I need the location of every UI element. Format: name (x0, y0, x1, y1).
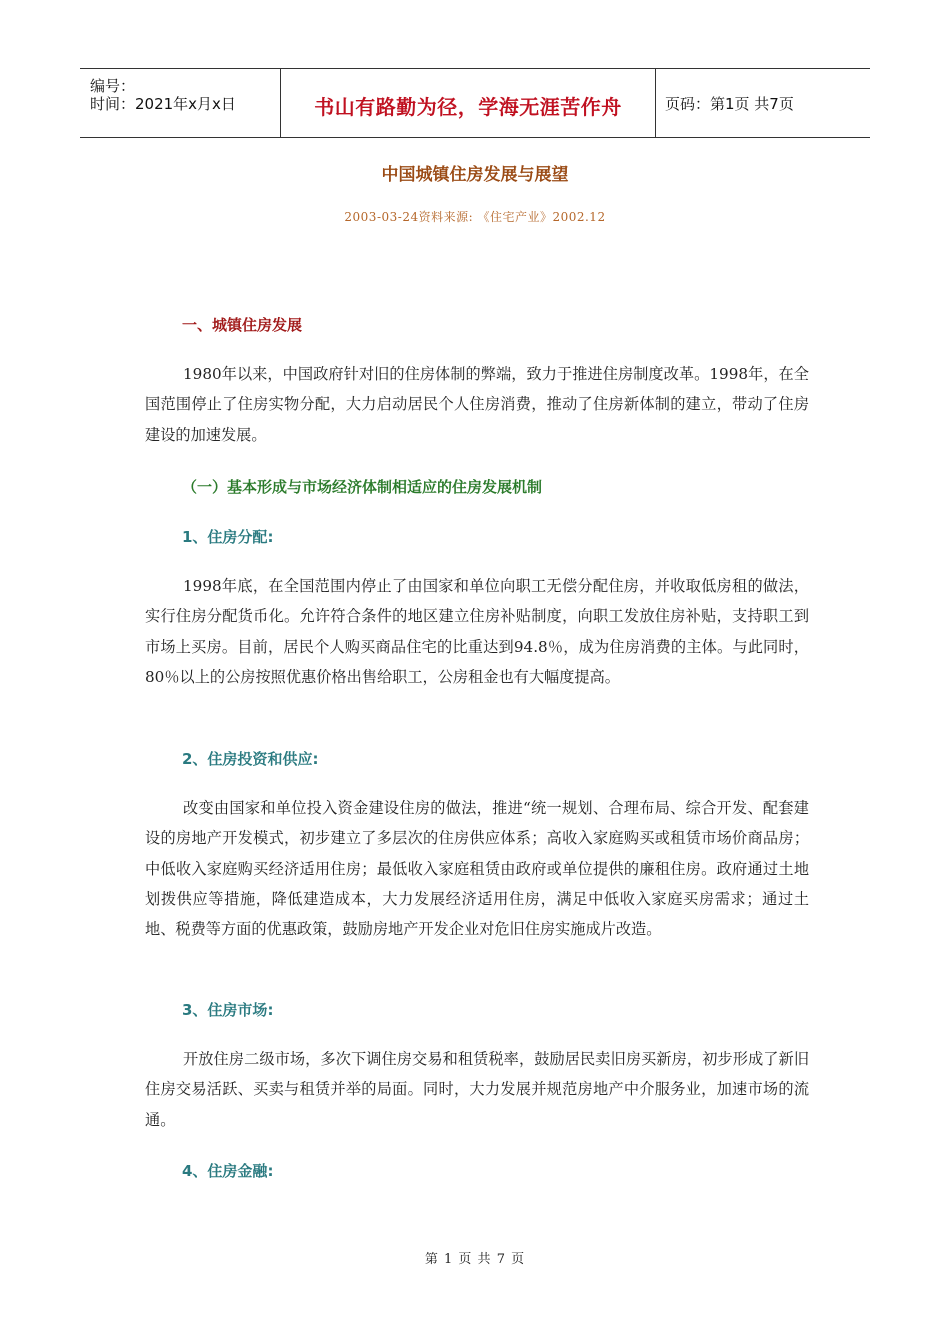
item-heading-4: 4、住房金融: (182, 1162, 274, 1180)
item-heading-3: 3、住房市场: (182, 1001, 274, 1019)
motto-text: 书山有路勤为径，学海无涯苦作舟 (314, 95, 622, 119)
page-footer: 第 1 页 共 7 页 (424, 1252, 526, 1267)
intro-paragraph: 1980年以来，中国政府针对旧的住房体制的弊端，致力于推进住房制度改革。1998年，在全国范围停止了住房实物分配，大力启动居民个人住房消费，推动了住房新体制的建立，带动了住房建设的加速发展。 (145, 365, 809, 444)
item-heading-2: 2、住房投资和供应: (182, 750, 319, 768)
document-number-label: 编号： (90, 77, 136, 95)
section-heading-1: 一、城镇住房发展 (182, 316, 303, 334)
header-page-cell (655, 69, 870, 137)
document-header (80, 68, 870, 138)
item-paragraph-3: 开放住房二级市场，多次下调住房交易和租赁税率，鼓励居民卖旧房买新房，初步形成了新旧住房交易活跃、买卖与租赁并举的局面。同时，大力发展并规范房地产中介服务业，加速市场的流通。 (145, 1050, 809, 1129)
subsection-heading-1: （一）基本形成与市场经济体制相适应的住房发展机制 (182, 478, 543, 496)
article-title: 中国城镇住房发展与展望 (381, 165, 569, 185)
article-source: 2003-03-24资料来源: 《住宅产业》2002.12 (344, 210, 606, 224)
item-paragraph-2: 改变由国家和单位投入资金建设住房的做法，推进“统一规划、合理布局、综合开发、配套建设的房地产开发模式，初步建立了多层次的住房供应体系；高收入家庭购买或租赁市场价商品房；中低收入家庭购买经济适用住房；最低收入家庭租赁由政府或单位提供的廉租住房。政府通过土地划拨供应等措施，降低建造成本，大力发展经济适用住房，满足中低收入家庭买房需求；通过土地、税费等方面的优惠政策，鼓励房地产开发企业对危旧住房实施成片改造。 (145, 799, 809, 939)
item-paragraph-1: 1998年底，在全国范围内停止了由国家和单位向职工无偿分配住房，并收取低房租的做法，实行住房分配货币化。允许符合条件的地区建立住房补贴制度，向职工发放住房补贴，支持职工到市场上买房。目前，居民个人购买商品住宅的比重达到94.8％，成为住房消费的主体。与此同时，80％以上的公房按照优惠价格出售给职工，公房租金也有大幅度提高。 (145, 577, 809, 686)
document-time-label: 时间：2021年x月x日 (90, 95, 236, 113)
header-page-info: 页码：第1页 共7页 (665, 95, 794, 113)
header-motto-cell (280, 69, 656, 137)
header-left-cell (80, 69, 280, 137)
item-heading-1: 1、住房分配: (182, 528, 274, 546)
